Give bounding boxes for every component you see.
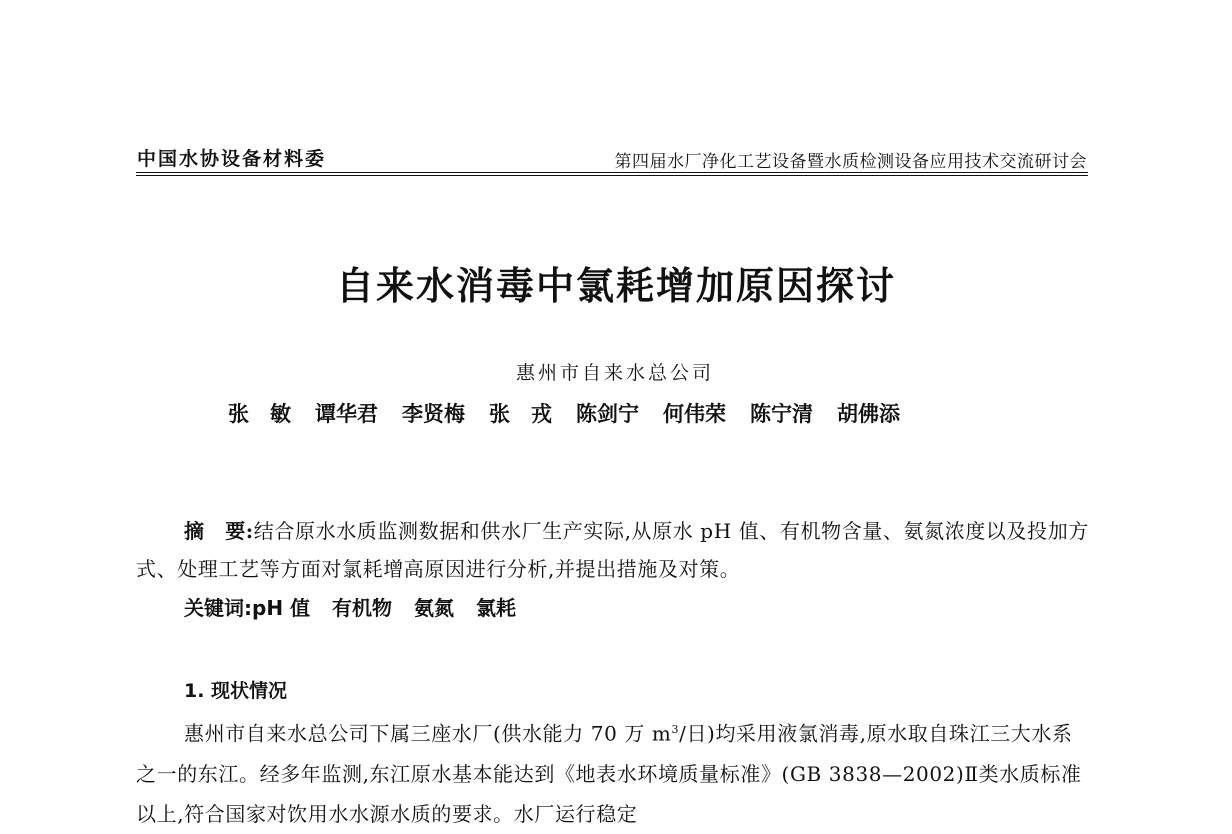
abstract-label: 摘 要:	[184, 519, 254, 543]
header-rule-secondary	[136, 175, 1088, 176]
keyword: 有机物	[332, 596, 393, 620]
keyword: 氨氮	[414, 596, 455, 620]
header-rule	[136, 172, 1088, 173]
author: 谭华君	[315, 402, 378, 426]
affiliation: 惠州市自来水总公司	[515, 362, 714, 384]
author-list	[228, 398, 900, 428]
keywords-label: 关键词:pH 值	[184, 596, 311, 620]
author: 张 敏	[228, 402, 291, 426]
abstract	[136, 512, 1091, 588]
keywords	[184, 592, 516, 621]
author: 胡佛添	[837, 402, 900, 426]
header-journal: 中国水协设备材料委	[137, 148, 327, 170]
keyword: 氯耗	[476, 596, 517, 620]
author: 陈剑宁	[576, 402, 639, 426]
author: 张 戎	[489, 402, 552, 426]
section-paragraph: 惠州市自来水总公司下属三座水厂(供水能力 70 万 $m^3/$日)均采用液氯消毒,原水取自珠江三大水系之一的东江。经多年监测,东江原水基本能达到《地表水环境质量标准》(GB 3838—2002)Ⅱ类水质标准以上,符合国家对饮用水水源水质的要求。水厂运行稳定	[136, 721, 1082, 826]
paper-title: 自来水消毒中氯耗增加原因探讨	[335, 263, 896, 308]
author: 陈宁清	[750, 402, 813, 426]
keyword: pH 值	[252, 596, 311, 620]
section-heading: 1. 现状情况	[184, 680, 288, 702]
abstract-text: 结合原水水质监测数据和供水厂生产实际,从原水 pH 值、有机物含量、氨氮浓度以及投加方式、处理工艺等方面对氯耗增高原因进行分析,并提出措施及对策。	[136, 519, 1089, 581]
author: 何伟荣	[663, 402, 726, 426]
header-conference: 第四届水厂净化工艺设备暨水质检测设备应用技术交流研讨会	[614, 152, 1087, 172]
author: 李贤梅	[402, 402, 465, 426]
